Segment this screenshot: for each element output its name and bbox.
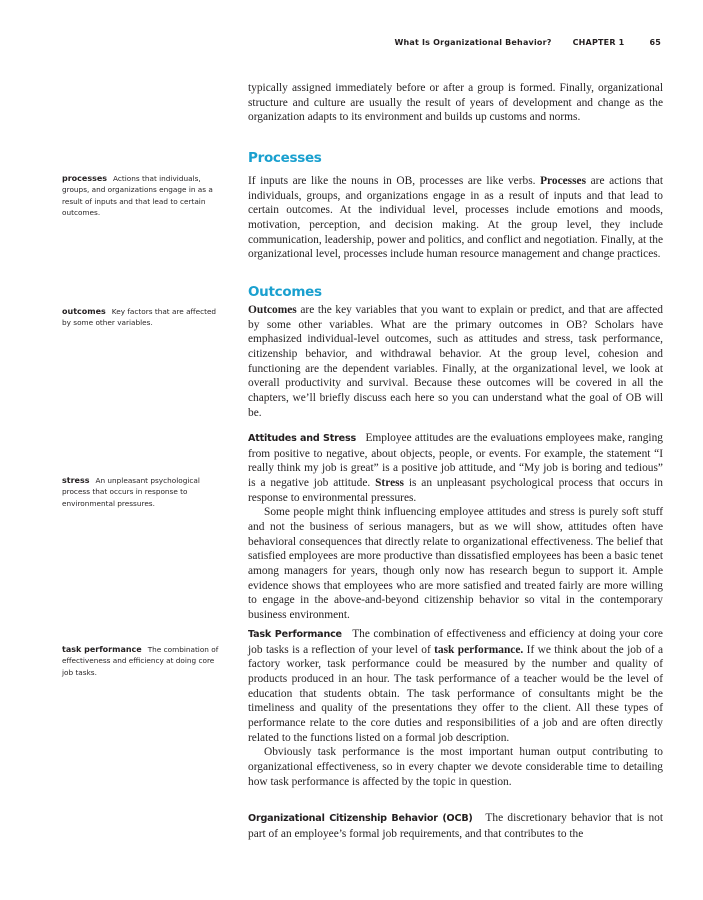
heading-outcomes: Outcomes xyxy=(248,284,322,300)
ocb-section xyxy=(248,811,663,841)
task-text-post: If we think about the job of a factory worker, task performance could be measured by the number and quality of products produced in an hour. The task performance of a teacher would be the level of education that students obtain. The task performance of consultants might be the timeliness and quality of the presentations they offer to the client. All these types of performance relate to the core duties and responsibilities of a job and are often directly related to the functions listed on a formal job description. xyxy=(248,643,663,744)
glossary-stress xyxy=(62,475,222,509)
heading-ocb: Organizational Citizenship Behavior (OCB) xyxy=(248,813,473,824)
glossary-definition: The combination of effectiveness and efficiency at doing core job tasks. xyxy=(62,645,219,677)
outcomes-term: Outcomes xyxy=(248,304,297,316)
intro-text: typically assigned immediately before or after a group is formed. Finally, organizational structure and culture are usually the result of years of development and change as the organization adapts to its environment and builds up customs and norms. xyxy=(248,82,663,124)
glossary-task-performance xyxy=(62,644,222,678)
attitudes-text-post: is an unpleasant psychological process that occurs in response to environmental pressures. xyxy=(248,476,664,504)
header-section-title: What Is Organizational Behavior? xyxy=(394,38,552,47)
heading-task-performance: Task Performance xyxy=(248,629,342,640)
heading-attitudes-stress: Attitudes and Stress xyxy=(248,433,356,444)
running-header xyxy=(394,38,661,47)
attitudes-paragraph-2: Some people might think influencing employee attitudes and stress is purely soft stuff and not the business of serious managers, but as we will show, attitudes often have behavioral consequences that directly relate to organizational effectiveness. The belief that satisfied employees are more productive than dissatisfied employees has been a basic tenet among managers for years, though only now has research begun to support it. Ample evidence shows that employees who are more satisfied and treated fairly are more willing to engage in the above-and-beyond citizenship behavior so vital in the contemporary business environment. xyxy=(248,506,663,621)
header-chapter: CHAPTER 1 xyxy=(572,38,625,47)
heading-processes: Processes xyxy=(248,150,322,166)
task-performance-section xyxy=(248,627,663,789)
task-paragraph-2: Obviously task performance is the most important human output contributing to organizational effectiveness, so in every chapter we devote considerable time to detailing how task performance is affected by the topic in question. xyxy=(248,746,663,788)
page-number: 65 xyxy=(649,38,661,47)
task-text-pre: The combination of effectiveness and efficiency at doing your core job tasks is a reflection of your level of xyxy=(248,628,663,656)
processes-text-pre: If inputs are like the nouns in OB, processes are like verbs. xyxy=(248,175,541,187)
intro-paragraph xyxy=(248,81,663,125)
processes-text-post: are actions that individuals, groups, and organizations engage in as a result of inputs and that lead to certain outcomes. At the individual level, processes include emotions and moods, motivation, perception, and decision making. At the group level, they include communication, leadership, power and politics, and conflict and negotiation. Finally, at the organizational level, processes include human resource management and change practices. xyxy=(248,175,663,261)
glossary-definition: Key factors that are affected by some other variables. xyxy=(62,307,217,328)
glossary-definition: Actions that individuals, groups, and organizations engage in as a result of inputs and that lead to certain outcomes. xyxy=(62,174,213,217)
attitudes-text-pre: Employee attitudes are the evaluations employees make, ranging from positive to negative, about objects, people, or events. For example, the statement “I really think my job is great” is a positive job attitude, and “My job is boring and tedious” is a negative job attitude. xyxy=(248,432,663,489)
glossary-term: task performance xyxy=(62,645,142,654)
outcomes-text: are the key variables that you want to explain or predict, and that are affected by some other variables. What are the primary outcomes in OB? Scholars have emphasized individual-level outcomes, such as attitudes and stress, task performance, citizenship behavior, and withdrawal behavior. At the group level, cohesion and functioning are the dependent variables. Finally, at the organizational level, we look at overall productivity and survival. Because these outcomes will be covered in all the chapters, we’ll briefly discuss each here so you can understand what the goal of OB will be. xyxy=(248,304,663,419)
glossary-term: stress xyxy=(62,476,90,485)
processes-paragraph xyxy=(248,174,663,262)
attitudes-section xyxy=(248,431,663,623)
glossary-term: outcomes xyxy=(62,307,106,316)
processes-term: Processes xyxy=(540,175,587,187)
glossary-term: processes xyxy=(62,174,108,183)
glossary-processes xyxy=(62,173,222,218)
glossary-definition: An unpleasant psychological process that occurs in response to environmental pressures. xyxy=(62,476,200,508)
task-performance-term: task performance. xyxy=(434,643,524,656)
stress-term: Stress xyxy=(375,476,404,489)
outcomes-paragraph xyxy=(248,303,663,420)
ocb-text: The discretionary behavior that is not part of an employee’s formal job requirements, and that contributes to the xyxy=(248,812,663,840)
glossary-outcomes xyxy=(62,306,222,329)
